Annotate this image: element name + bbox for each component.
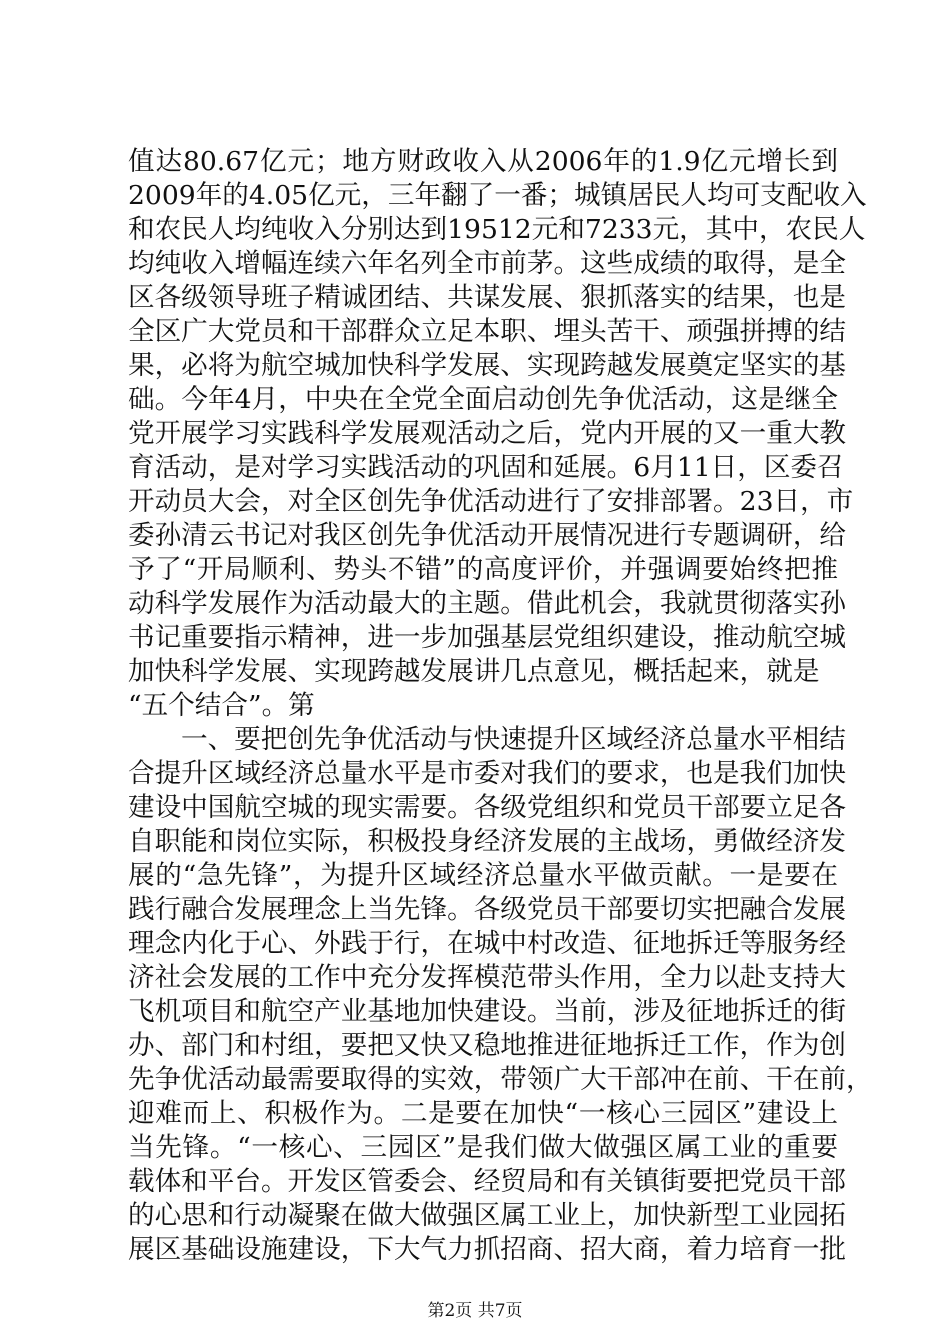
text-line: 飞机项目和航空产业基地加快建设。当前，涉及征地拆迁的街 <box>128 996 847 1027</box>
text-line: 理念内化于心、外践于行，在城中村改造、征地拆迁等服务经 <box>128 928 847 959</box>
text-line: 值达80.67亿元；地方财政收入从2006年的1.9亿元增长到 <box>128 146 838 177</box>
text-line: 党开展学习实践科学发展观活动之后，党内开展的又一重大教 <box>128 418 847 449</box>
text-line: 2009年的4.05亿元，三年翻了一番；城镇居民人均可支配收入 <box>128 180 867 211</box>
text-line: 的心思和行动凝聚在做大做强区属工业上，加快新型工业园拓 <box>128 1200 847 1231</box>
section-heading-line: 一、要把创先争优活动与快速提升区域经济总量水平相结 <box>181 724 846 755</box>
text-line: 书记重要指示精神，进一步加强基层党组织建设，推动航空城 <box>128 622 847 653</box>
text-line: 育活动，是对学习实践活动的巩固和延展。6月11日，区委召 <box>128 452 844 483</box>
text-line: 和农民人均纯收入分别达到19512元和7233元，其中，农民人 <box>128 214 866 245</box>
text-line: 济社会发展的工作中充分发挥模范带头作用，全力以赴支持大 <box>128 962 847 993</box>
text-line: 开动员大会，对全区创先争优活动进行了安排部署。23日，市 <box>128 486 854 517</box>
text-line: 办、部门和村组，要把又快又稳地推进征地拆迁工作，作为创 <box>128 1030 847 1061</box>
text-line: 均纯收入增幅连续六年名列全市前茅。这些成绩的取得，是全 <box>128 248 847 279</box>
body-text <box>128 145 873 1267</box>
text-line: 础。今年4月，中央在全党全面启动创先争优活动，这是继全 <box>128 384 838 415</box>
text-line: 加快科学发展、实现跨越发展讲几点意见，概括起来，就是 <box>128 656 820 687</box>
text-line: 动科学发展作为活动最大的主题。借此机会，我就贯彻落实孙 <box>128 588 847 619</box>
text-line: 建设中国航空城的现实需要。各级党组织和党员干部要立足各 <box>128 792 847 823</box>
text-line: 当先锋。“一核心、三园区”是我们做大做强区属工业的重要 <box>128 1132 838 1163</box>
page-number-footer: 第2页 共7页 <box>427 1301 523 1321</box>
text-line: 予了“开局顺利、势头不错”的高度评价，并强调要始终把推 <box>128 554 838 585</box>
text-line: 合提升区域经济总量水平是市委对我们的要求，也是我们加快 <box>128 758 847 789</box>
text-line: 载体和平台。开发区管委会、经贸局和有关镇街要把党员干部 <box>128 1166 847 1197</box>
text-line: “五个结合”。第 <box>128 690 315 721</box>
text-line: 迎难而上、积极作为。二是要在加快“一核心三园区”建设上 <box>128 1098 838 1129</box>
text-line: 践行融合发展理念上当先锋。各级党员干部要切实把融合发展 <box>128 894 847 925</box>
text-line: 展的“急先锋”，为提升区域经济总量水平做贡献。一是要在 <box>128 860 838 891</box>
text-line: 委孙清云书记对我区创先争优活动开展情况进行专题调研，给 <box>128 520 847 551</box>
text-line: 全区广大党员和干部群众立足本职、埋头苦干、顽强拼搏的结 <box>128 316 847 347</box>
text-line: 果，必将为航空城加快科学发展、实现跨越发展奠定坚实的基 <box>128 350 847 381</box>
text-line: 先争优活动最需要取得的实效，带领广大干部冲在前、干在前， <box>128 1064 873 1095</box>
text-line: 展区基础设施建设，下大气力抓招商、招大商，着力培育一批 <box>128 1234 847 1265</box>
text-line: 自职能和岗位实际，积极投身经济发展的主战场，勇做经济发 <box>128 826 847 857</box>
text-line: 区各级领导班子精诚团结、共谋发展、狠抓落实的结果，也是 <box>128 282 847 313</box>
